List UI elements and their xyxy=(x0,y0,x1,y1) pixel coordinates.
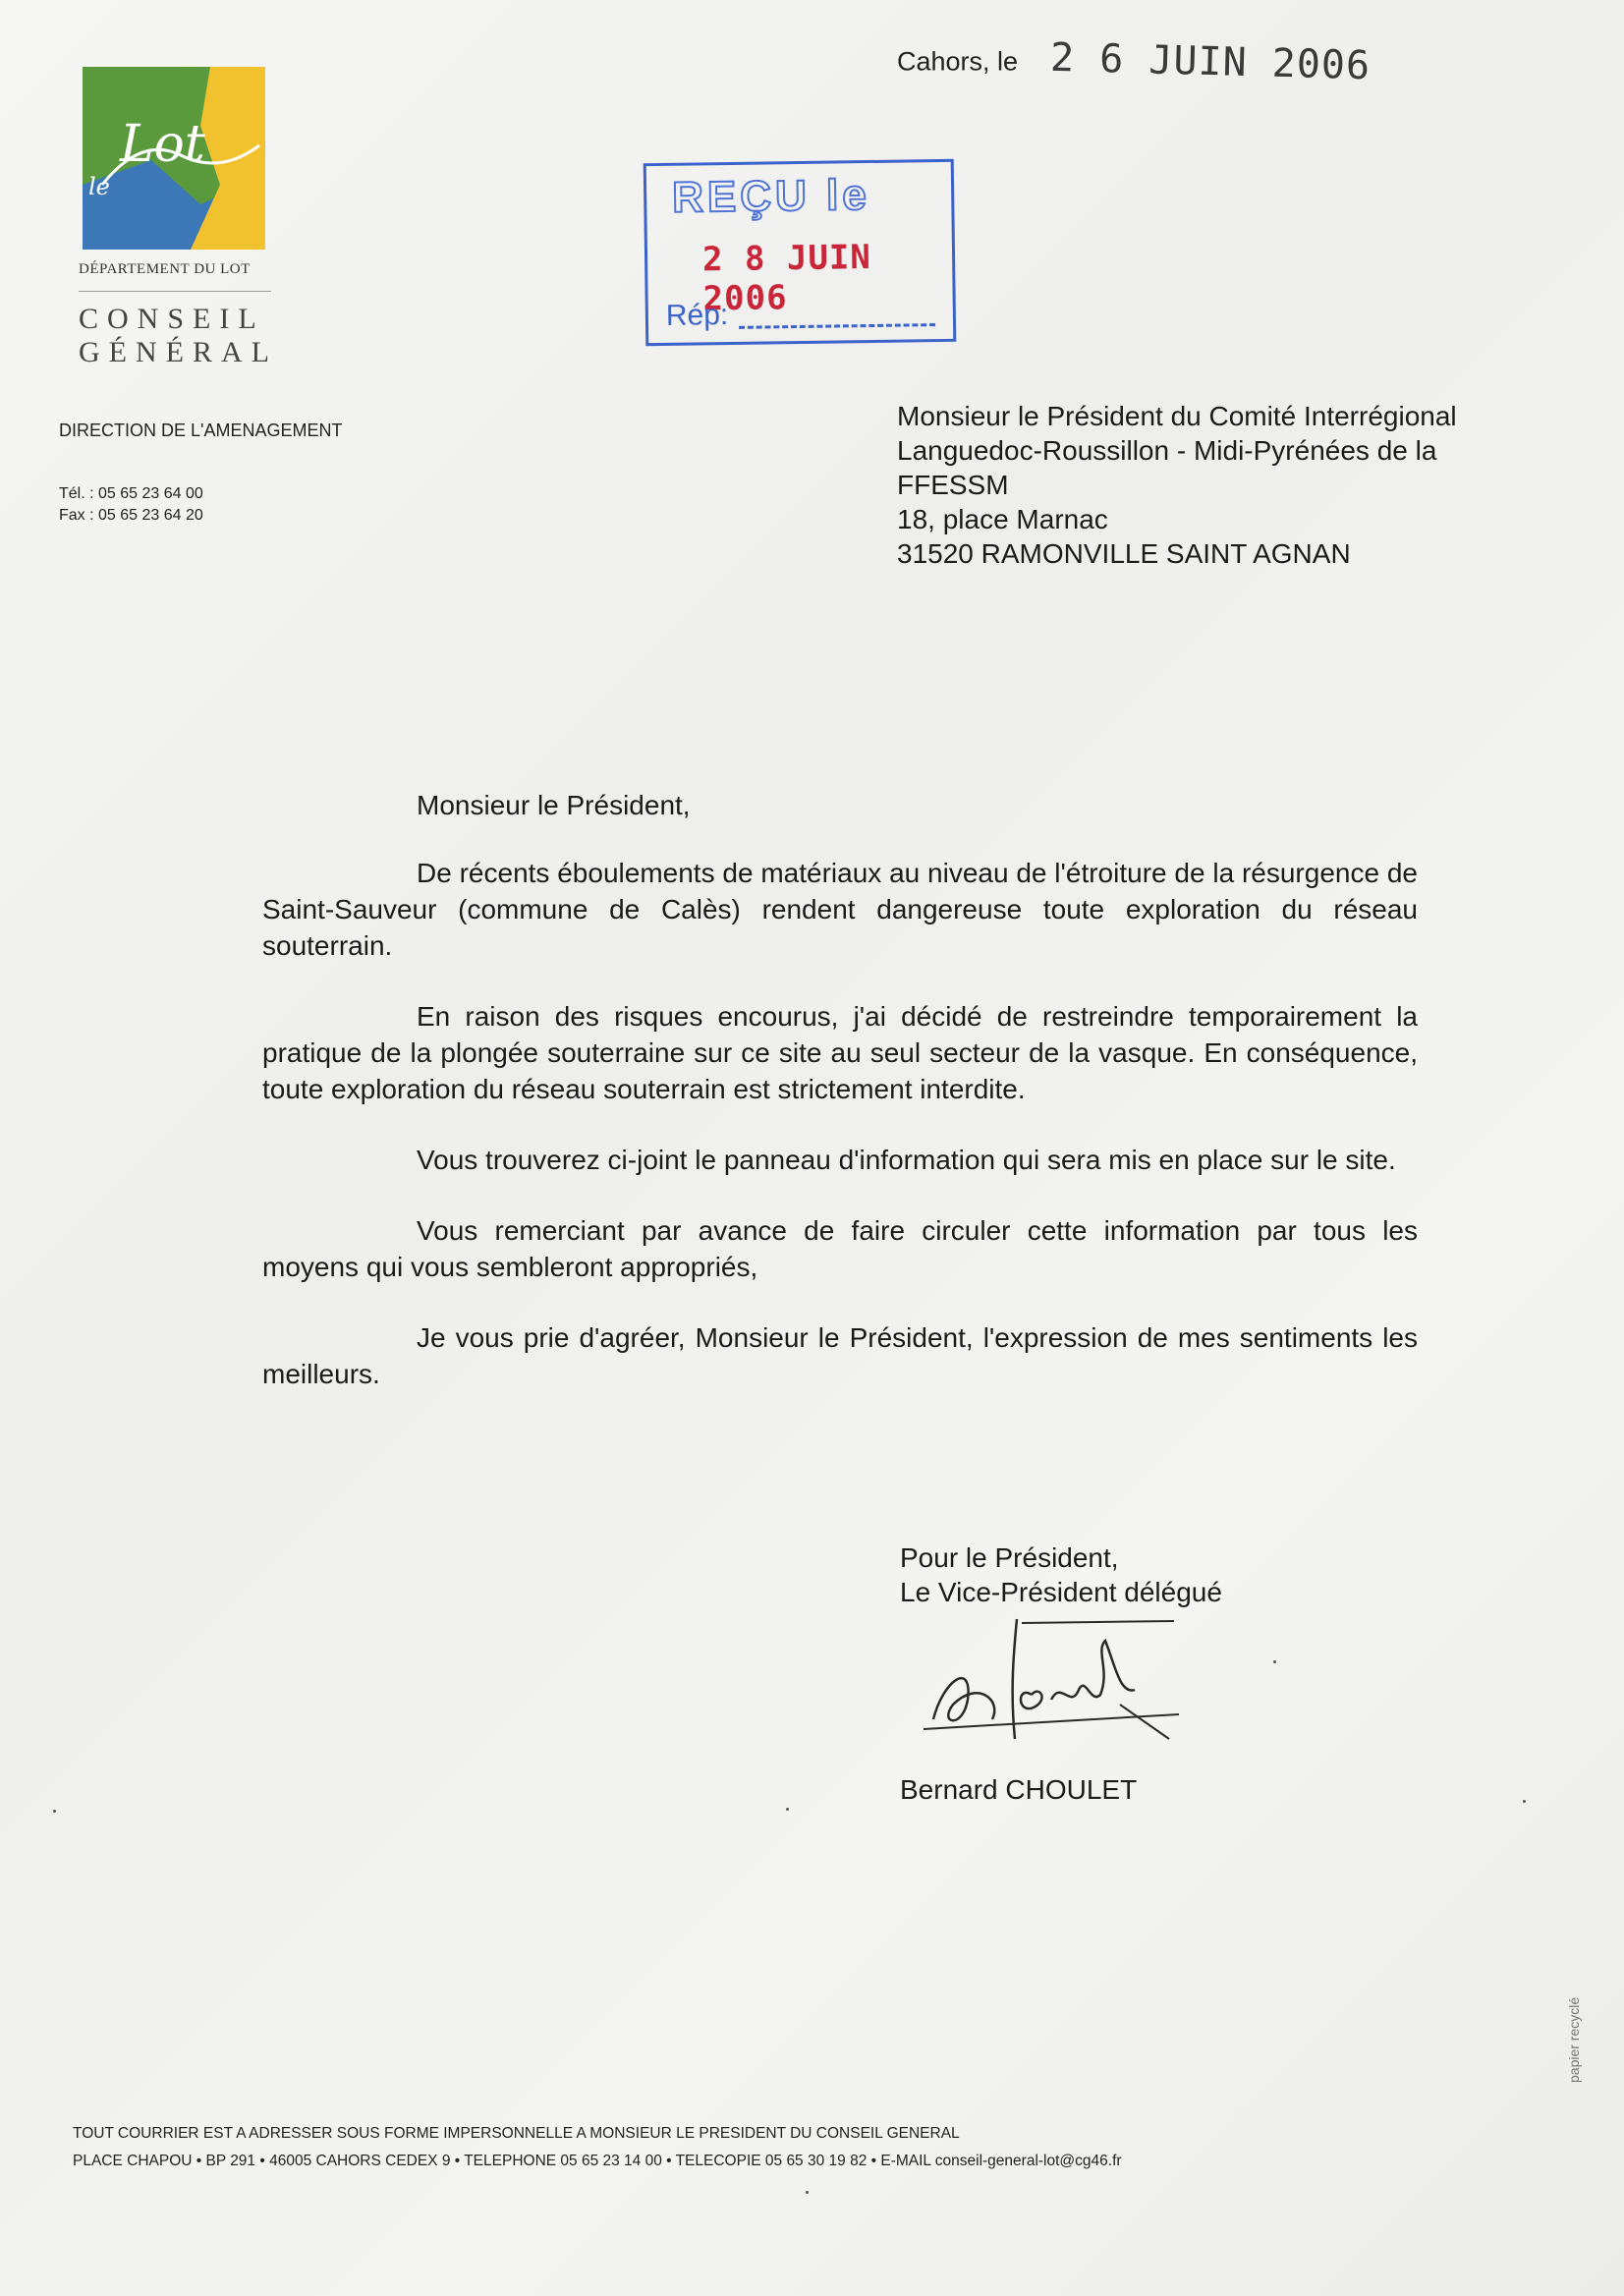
direction-label: DIRECTION DE L'AMENAGEMENT xyxy=(59,420,343,440)
closing-line: Pour le Président, xyxy=(900,1542,1119,1573)
recipient-line: 31520 RAMONVILLE SAINT AGNAN xyxy=(897,538,1351,569)
recipient-line: 18, place Marnac xyxy=(897,504,1108,534)
council-name-line2: GÉNÉRAL xyxy=(79,336,278,368)
department-name: DÉPARTEMENT DU LOT xyxy=(79,261,251,277)
received-stamp-reply: Rép: xyxy=(665,299,729,332)
recipient-line: Monsieur le Président du Comité Interrégional xyxy=(897,401,1457,431)
recycled-paper-note: papier recyclé xyxy=(1566,1996,1582,2083)
phone-number: Tél. : 05 65 23 64 00 xyxy=(59,485,203,502)
received-stamp xyxy=(644,159,957,346)
department-logo xyxy=(83,67,265,250)
body-paragraph: En raison des risques encourus, j'ai décidé de restreindre temporairement la pratique de la plongée souterraine sur ce site au seul secteur de la vasque. En conséquence, toute exploration du réseau souterrain est strictement interdite. xyxy=(262,1001,1418,1104)
closing-block xyxy=(900,1540,1222,1609)
footer-line: PLACE CHAPOU • BP 291 • 46005 CAHORS CEDEX 9 • TELEPHONE 05 65 23 14 00 • TELECOPIE 05 65 30 19 82 • E-MAIL conseil-general-lot@cg46.fr xyxy=(73,2153,1122,2169)
council-name-line1: CONSEIL xyxy=(79,303,265,335)
divider xyxy=(79,291,271,292)
date-prefix: Cahors, le xyxy=(897,46,1019,77)
recipient-address xyxy=(897,399,1457,571)
received-stamp-dashes xyxy=(739,323,935,329)
svg-text:le: le xyxy=(88,173,110,200)
body-paragraph: Vous trouverez ci-joint le panneau d'information qui sera mis en place sur le site. xyxy=(417,1145,1396,1175)
body-paragraph: Vous remerciant par avance de faire circuler cette information par tous les moyens qui vous sembleront appropriés, xyxy=(262,1215,1418,1282)
footer-line: TOUT COURRIER EST A ADRESSER SOUS FORME IMPERSONNELLE A MONSIEUR LE PRESIDENT DU CONSEIL GENERAL xyxy=(73,2125,960,2142)
closing-line: Le Vice-Président délégué xyxy=(900,1577,1222,1607)
received-stamp-date: 2 8 JUIN 2006 xyxy=(701,237,872,319)
signer-name: Bernard CHOULET xyxy=(900,1774,1138,1805)
received-stamp-title: REÇU le xyxy=(671,170,871,222)
recipient-line: Languedoc-Roussillon - Midi-Pyrénées de la xyxy=(897,435,1437,466)
letter-date xyxy=(897,34,1372,89)
fax-number: Fax : 05 65 23 64 20 xyxy=(59,507,203,524)
recipient-line: FFESSM xyxy=(897,470,1009,500)
body-paragraph: Je vous prie d'agréer, Monsieur le Président, l'expression de mes sentiments les meilleurs. xyxy=(262,1322,1418,1389)
page-footer xyxy=(73,2120,1122,2175)
handwritten-signature xyxy=(924,1611,1208,1759)
date-stamp: 2 6 JUIN 2006 xyxy=(1048,34,1372,89)
svg-text:Lot: Lot xyxy=(120,115,205,174)
contact-block xyxy=(59,483,203,527)
letter-body xyxy=(262,855,1418,1392)
salutation: Monsieur le Président, xyxy=(417,790,691,820)
body-paragraph: De récents éboulements de matériaux au niveau de l'étroiture de la résurgence de Saint-Sauveur (commune de Calès) rendent dangereuse toute exploration du réseau souterrain. xyxy=(262,858,1418,961)
